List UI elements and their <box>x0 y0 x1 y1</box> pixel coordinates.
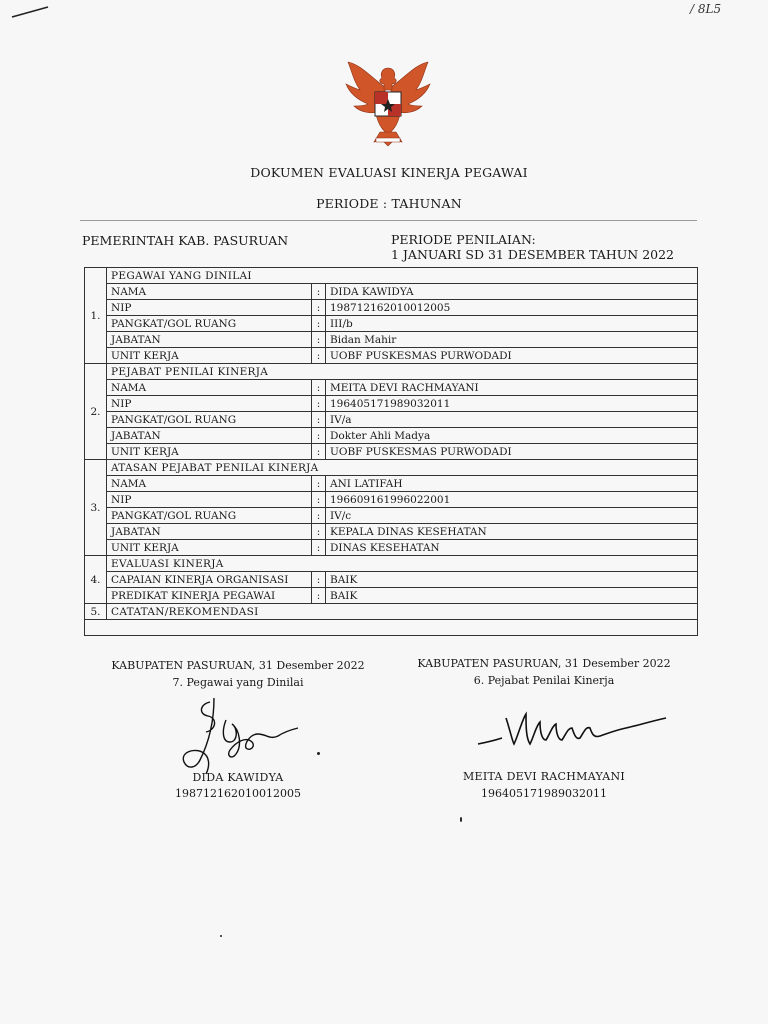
field-value: 196405171989032011 <box>326 396 698 412</box>
field-label: UNIT KERJA <box>107 540 312 556</box>
field-value: IV/a <box>326 412 698 428</box>
section-title: CATATAN/REKOMENDASI <box>107 604 698 620</box>
field-value: DIDA KAWIDYA <box>326 284 698 300</box>
field-label: NIP <box>107 396 312 412</box>
table-row <box>85 620 698 636</box>
table-row <box>85 540 698 556</box>
table-row <box>85 524 698 540</box>
field-label: JABATAN <box>107 524 312 540</box>
table-row <box>85 380 698 396</box>
field-value: BAIK <box>326 572 698 588</box>
colon: : <box>312 316 326 332</box>
section-title: PEGAWAI YANG DINILAI <box>107 268 698 284</box>
field-value: 198712162010012005 <box>326 300 698 316</box>
field-label: PANGKAT/GOL RUANG <box>107 412 312 428</box>
field-label: UNIT KERJA <box>107 444 312 460</box>
period-type: PERIODE : TAHUNAN <box>316 196 462 211</box>
section-number: 4. <box>85 556 107 604</box>
colon: : <box>312 412 326 428</box>
colon: : <box>312 300 326 316</box>
colon: : <box>312 380 326 396</box>
field-value: IV/c <box>326 508 698 524</box>
field-value: Dokter Ahli Madya <box>326 428 698 444</box>
right-signer-nip: 196405171989032011 <box>481 787 607 800</box>
field-label: UNIT KERJA <box>107 348 312 364</box>
colon: : <box>312 588 326 604</box>
section-title: EVALUASI KINERJA <box>107 556 698 572</box>
section-header-row <box>85 268 698 284</box>
field-label: PANGKAT/GOL RUANG <box>107 316 312 332</box>
field-label: PANGKAT/GOL RUANG <box>107 508 312 524</box>
table-row <box>85 348 698 364</box>
table-row <box>85 412 698 428</box>
table-row <box>85 428 698 444</box>
field-label: NIP <box>107 492 312 508</box>
ink-dot <box>317 752 320 755</box>
right-place-date: KABUPATEN PASURUAN, 31 Desember 2022 <box>417 657 671 670</box>
evaluation-table <box>84 267 698 636</box>
field-label: CAPAIAN KINERJA ORGANISASI <box>107 572 312 588</box>
section-header-row <box>85 364 698 380</box>
colon: : <box>312 572 326 588</box>
government-name: PEMERINTAH KAB. PASURUAN <box>82 233 289 248</box>
field-value: BAIK <box>326 588 698 604</box>
field-value: UOBF PUSKESMAS PURWODADI <box>326 348 698 364</box>
colon: : <box>312 524 326 540</box>
field-label: JABATAN <box>107 428 312 444</box>
ink-dot <box>220 935 222 937</box>
section-number: 3. <box>85 460 107 556</box>
table-row <box>85 396 698 412</box>
document-title: DOKUMEN EVALUASI KINERJA PEGAWAI <box>250 165 528 180</box>
field-label: NIP <box>107 300 312 316</box>
header-divider <box>80 220 697 221</box>
colon: : <box>312 332 326 348</box>
field-value: KEPALA DINAS KESEHATAN <box>326 524 698 540</box>
assessment-period-label: PERIODE PENILAIAN: <box>391 232 536 247</box>
field-label: NAMA <box>107 284 312 300</box>
left-role: 7. Pegawai yang Dinilai <box>172 676 304 689</box>
colon: : <box>312 444 326 460</box>
field-value: 196609161996022001 <box>326 492 698 508</box>
section-header-row <box>85 556 698 572</box>
colon: : <box>312 396 326 412</box>
left-signer-name: DIDA KAWIDYA <box>192 771 284 784</box>
notes-empty-cell <box>85 620 698 636</box>
table-row <box>85 300 698 316</box>
table-row <box>85 316 698 332</box>
colon: : <box>312 428 326 444</box>
table-row <box>85 588 698 604</box>
field-label: JABATAN <box>107 332 312 348</box>
table-row <box>85 476 698 492</box>
field-label: NAMA <box>107 380 312 396</box>
left-place-date: KABUPATEN PASURUAN, 31 Desember 2022 <box>111 659 365 672</box>
field-label: NAMA <box>107 476 312 492</box>
right-signature-icon <box>476 700 670 752</box>
field-value: UOBF PUSKESMAS PURWODADI <box>326 444 698 460</box>
field-value: Bidan Mahir <box>326 332 698 348</box>
colon: : <box>312 540 326 556</box>
table-row <box>85 332 698 348</box>
assessment-period-range: 1 JANUARI SD 31 DESEMBER TAHUN 2022 <box>391 247 675 262</box>
section-title: PEJABAT PENILAI KINERJA <box>107 364 698 380</box>
corner-handwritten-note: / 8L5 <box>690 2 722 16</box>
garuda-emblem-icon <box>342 58 434 148</box>
table-row <box>85 492 698 508</box>
left-signature-icon <box>170 690 310 780</box>
section-title: ATASAN PEJABAT PENILAI KINERJA <box>107 460 698 476</box>
table-row <box>85 444 698 460</box>
section-number: 5. <box>85 604 107 620</box>
section-number: 1. <box>85 268 107 364</box>
section-header-row <box>85 604 698 620</box>
table-row <box>85 284 698 300</box>
field-value: MEITA DEVI RACHMAYANI <box>326 380 698 396</box>
colon: : <box>312 476 326 492</box>
table-row <box>85 508 698 524</box>
colon: : <box>312 492 326 508</box>
right-role: 6. Pejabat Penilai Kinerja <box>473 674 615 687</box>
colon: : <box>312 508 326 524</box>
pen-stroke-mark <box>10 4 50 20</box>
section-number: 2. <box>85 364 107 460</box>
field-label: PREDIKAT KINERJA PEGAWAI <box>107 588 312 604</box>
colon: : <box>312 348 326 364</box>
ink-dot <box>460 817 462 822</box>
left-signer-nip: 198712162010012005 <box>175 787 301 800</box>
field-value: III/b <box>326 316 698 332</box>
field-value: DINAS KESEHATAN <box>326 540 698 556</box>
colon: : <box>312 284 326 300</box>
section-header-row <box>85 460 698 476</box>
table-row <box>85 572 698 588</box>
field-value: ANI LATIFAH <box>326 476 698 492</box>
right-signer-name: MEITA DEVI RACHMAYANI <box>462 770 626 783</box>
